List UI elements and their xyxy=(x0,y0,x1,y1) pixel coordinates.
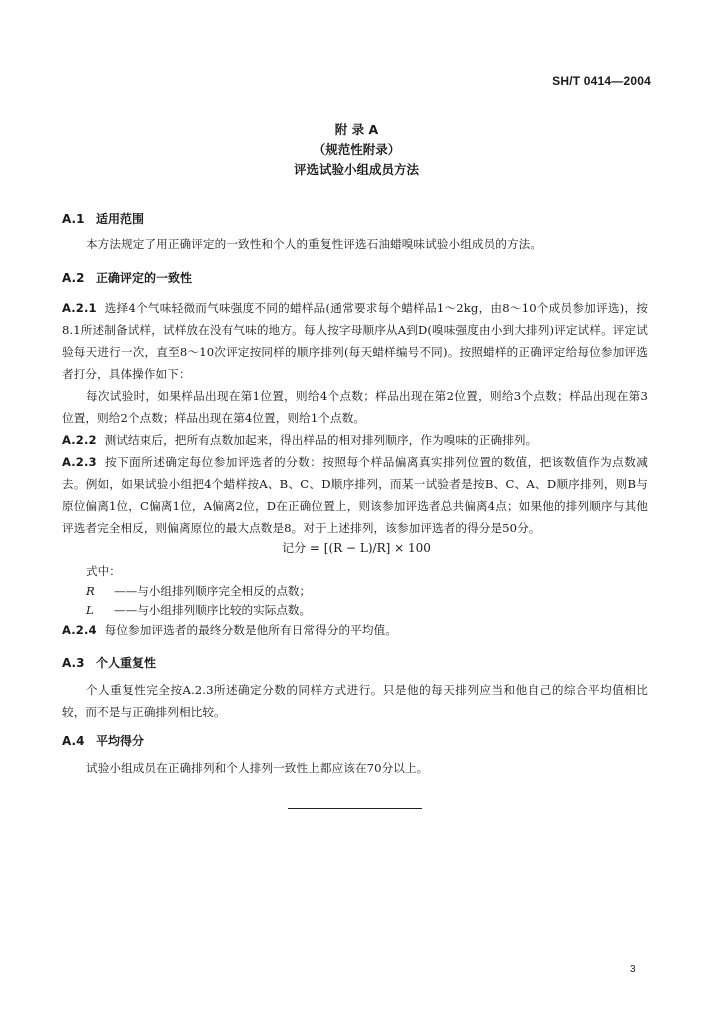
variable-l-definition: ——与小组排列顺序比较的实际点数。 xyxy=(114,603,312,617)
variable-r: R xyxy=(86,584,95,598)
standard-code: SH/T 0414—2004 xyxy=(552,74,651,88)
appendix-label: 附 录 A xyxy=(334,122,379,137)
section-a23-text xyxy=(62,451,648,539)
section-a4-heading xyxy=(62,733,144,749)
appendix-title: 评选试验小组成员方法 xyxy=(293,162,419,177)
section-a4-text: 试验小组成员在正确排列和个人排列一致性上都应该在70分以上。 xyxy=(86,761,429,775)
clause-body: 按下面所述确定每位参加评选者的分数：按照每个样品偏离真实排列位置的数值，把该数值作为点数减去。例如，如果试验小组把4个蜡样按A、B、C、D顺序排列，而某一试验者是按B、C、A、D顺序排列，则B与原位偏离1位，C偏离1位，A偏离2位，D在正确位置上，则该参加评选者总共偏离4点；如果他的排列顺序与其他评选者完全相反，则偏离原位的最大点数是8。对于上述排列，该参加评选者的得分是50分。 xyxy=(62,455,648,535)
appendix-type: （规范性附录） xyxy=(312,142,401,157)
formula-where: 式中： xyxy=(86,564,121,578)
end-rule xyxy=(288,808,422,809)
section-number: A.2 xyxy=(62,271,85,285)
section-a24-text xyxy=(62,619,648,641)
clause-body: 选择4个气味轻微而气味强度不同的蜡样品(通常要求每个蜡样品1～2kg，由8～10个成员参加评选)，按8.1所述制备试样，试样放在没有气味的地方。每人按字母顺序从A到D(嗅味强度由小到大排列)评定试样。评定试验每天进行一次，直至8～10次评定按同样的顺序排列(每天蜡样编号不同)。按照蜡样的正确评定给每位参加评选者打分，具体操作如下： xyxy=(62,301,648,381)
section-a21-text xyxy=(62,297,648,385)
score-formula: 记分 = [(R − L)/R] × 100 xyxy=(282,541,431,555)
section-a3-text: 个人重复性完全按A.2.3所述确定分数的同样方式进行。只是他的每天排列应当和他自己的综合平均值相比较，而不是与正确排列相比较。 xyxy=(62,683,648,719)
section-title: 个人重复性 xyxy=(96,656,157,670)
variable-l: L xyxy=(86,603,94,617)
section-title: 平均得分 xyxy=(96,734,145,748)
clause-number: A.2.2 xyxy=(62,433,97,447)
section-a1-heading xyxy=(62,211,144,227)
clause-number: A.2.4 xyxy=(62,623,97,637)
section-number: A.4 xyxy=(62,734,85,748)
variable-r-definition: ——与小组排列顺序完全相反的点数； xyxy=(114,584,312,598)
section-title: 适用范围 xyxy=(96,212,145,226)
section-title: 正确评定的一致性 xyxy=(96,271,193,285)
section-a1-text: 本方法规定了用正确评定的一致性和个人的重复性评选石油蜡嗅味试验小组成员的方法。 xyxy=(86,237,543,251)
appendix-header xyxy=(0,120,713,180)
section-a22-text xyxy=(62,429,648,451)
formula-var-r xyxy=(86,582,311,600)
section-number: A.3 xyxy=(62,656,85,670)
clause-body: 每位参加评选者的最终分数是他所有日常得分的平均值。 xyxy=(104,623,397,637)
section-a2-heading xyxy=(62,270,192,286)
page-number: 3 xyxy=(630,964,636,975)
clause-number: A.2.1 xyxy=(62,301,97,315)
section-a21-scoring: 每次试验时，如果样品出现在第1位置，则给4个点数；样品出现在第2位置，则给3个点数；样品出现在第3位置，则给2个点数；样品出现在第4位置，则给1个点数。 xyxy=(62,389,648,425)
section-number: A.1 xyxy=(62,212,85,226)
clause-number: A.2.3 xyxy=(62,455,97,469)
clause-body: 测试结束后，把所有点数加起来，得出样品的相对排列顺序，作为嗅味的正确排列。 xyxy=(104,433,538,447)
section-a3-heading xyxy=(62,655,156,671)
formula-var-l xyxy=(86,601,311,619)
